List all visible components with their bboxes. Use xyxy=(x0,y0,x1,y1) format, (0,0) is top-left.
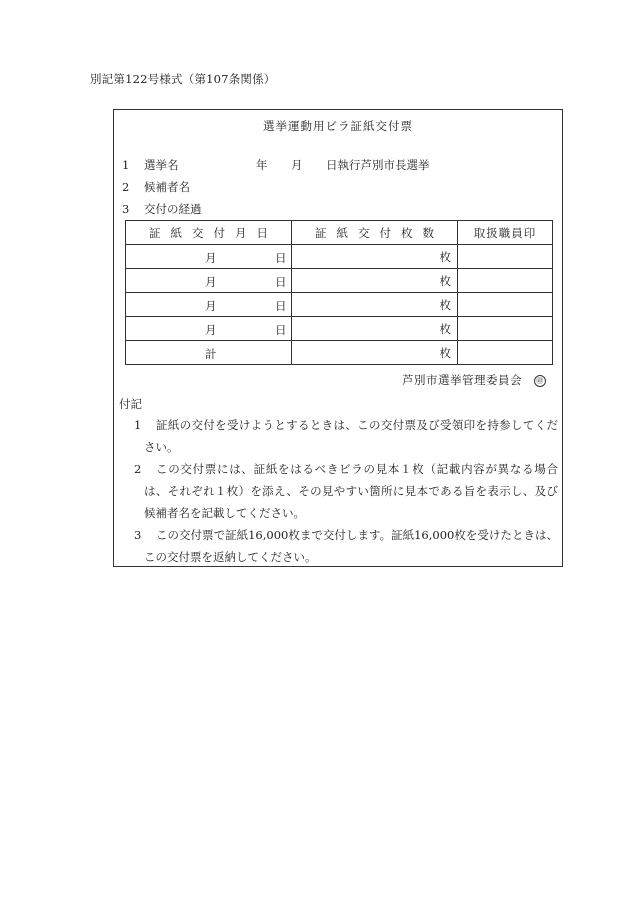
table-row xyxy=(126,269,553,293)
header-issue-count: 証紙交付枚数 xyxy=(292,221,458,245)
month-label: 月 xyxy=(205,299,217,313)
count-cell: 枚 xyxy=(292,317,458,341)
date-cell xyxy=(126,269,292,293)
committee-signature xyxy=(402,372,546,388)
table-total-row xyxy=(126,341,553,365)
count-cell: 枚 xyxy=(292,245,458,269)
total-count-cell: 枚 xyxy=(292,341,458,365)
day-label: 日 xyxy=(275,299,287,313)
month-label: 月 xyxy=(205,275,217,289)
year-unit: 年 xyxy=(256,158,268,172)
note-number: 1 xyxy=(134,418,142,432)
date-cell xyxy=(126,245,292,269)
item-number: 1 xyxy=(122,158,130,172)
note-number: 3 xyxy=(134,528,142,542)
month-label: 月 xyxy=(205,323,217,337)
note-item xyxy=(134,414,558,458)
item-candidate-name xyxy=(122,179,190,195)
count-cell: 枚 xyxy=(292,269,458,293)
seal-cell xyxy=(458,341,553,365)
total-label-cell xyxy=(126,341,292,365)
note-text: 証紙の交付を受けようとするときは、この交付票及び受領印を持参してください。 xyxy=(144,418,558,454)
seal-cell xyxy=(458,269,553,293)
date-cell xyxy=(126,293,292,317)
day-label: 日 xyxy=(275,251,287,265)
notes-heading: 付記 xyxy=(119,397,142,411)
table-row xyxy=(126,245,553,269)
note-text: この交付票で証紙16,000枚まで交付します。証紙16,000枚を受けたときは、この交付票を返納してください。 xyxy=(144,528,558,564)
item-number: 3 xyxy=(122,202,130,216)
date-cell xyxy=(126,317,292,341)
election-suffix: 日執行芦別市長選挙 xyxy=(326,158,430,172)
election-date-line xyxy=(144,157,544,173)
item-label: 候補者名 xyxy=(144,180,190,194)
note-number: 2 xyxy=(134,462,142,476)
item-label: 選挙名 xyxy=(144,158,179,172)
issue-table xyxy=(125,220,553,365)
item-label: 交付の経過 xyxy=(144,202,202,216)
count-cell: 枚 xyxy=(292,293,458,317)
note-item xyxy=(134,458,558,524)
committee-name: 芦別市選挙管理委員会 xyxy=(402,373,522,387)
header-staff-seal: 取扱職員印 xyxy=(458,221,553,245)
seal-cell xyxy=(458,293,553,317)
form-frame xyxy=(113,109,563,567)
header-issue-date: 証紙交付月日 xyxy=(126,221,292,245)
day-label: 日 xyxy=(275,323,287,337)
item-issue-history xyxy=(122,201,202,217)
month-unit: 月 xyxy=(291,158,303,172)
table-header-row xyxy=(126,221,553,245)
note-text: この交付票には、証紙をはるべきビラの見本１枚（記載内容が異なる場合は、それぞれ１枚）を添え、その見やすい箇所に見本である旨を表示し、及び候補者名を記載してください。 xyxy=(144,462,558,520)
form-title: 選挙運動用ビラ証紙交付票 xyxy=(263,119,413,133)
seal-cell xyxy=(458,317,553,341)
table-row xyxy=(126,293,553,317)
note-item xyxy=(134,524,558,568)
seal-icon: ㊞ xyxy=(534,375,546,387)
item-number: 2 xyxy=(122,180,130,194)
table-row xyxy=(126,317,553,341)
form-number: 別記第122号様式（第107条関係） xyxy=(90,72,276,86)
month-label: 月 xyxy=(205,251,217,265)
day-label: 日 xyxy=(275,275,287,289)
total-label: 計 xyxy=(205,347,217,361)
seal-cell xyxy=(458,245,553,269)
